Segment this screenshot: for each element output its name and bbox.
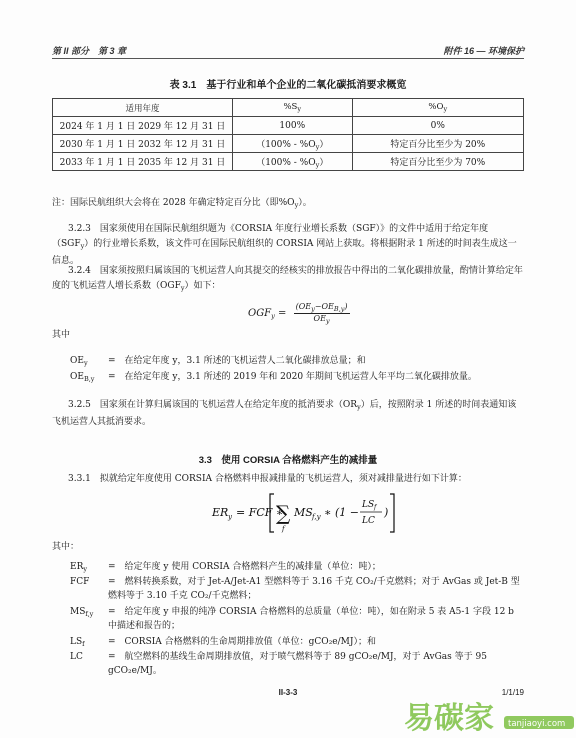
definition-ls: $LS_f$ = CORSIA 合格燃料的生命周期排放值（单位：gCO₂e/MJ）；和: [70, 637, 376, 648]
formula-lc: LC: [362, 516, 375, 526]
table-cell: $(100\% - \%O_y)$: [232, 153, 352, 171]
sum-sign: ∑: [276, 501, 291, 525]
table-cell: 特定百分比至少为 20%: [352, 135, 523, 153]
formula-ls-sub: f: [374, 504, 377, 511]
definition-fcf: FCF = 燃料转换系数，对于 Jet-A/Jet-A1 型燃料等于 3.16 千克 CO₂/千克燃料；对于 AvGas 或 Jet-B 型燃料等于 3.10 千克 CO₂/千克燃料；: [70, 577, 520, 601]
formula-ms: MS: [294, 506, 313, 519]
table-cell: $(100\% - \%O_y)$: [232, 135, 352, 153]
formula-mid: ∗ (1 −: [324, 506, 359, 519]
table-caption: 表 3.1 基于行业和单个企业的二氧化碳抵消要求概览: [169, 80, 407, 91]
header-part-chapter: 第 II 部分 第 3 章: [52, 46, 127, 56]
where-label-1: 其中: [52, 330, 71, 340]
table-cell: 0%: [352, 117, 523, 135]
formula-ls: LS: [362, 500, 375, 510]
table-row: [53, 117, 524, 135]
watermark-logo: [400, 694, 576, 738]
table-cell: 2030 年 1 月 1 日 2032 年 12 月 31 日: [53, 135, 233, 153]
paragraph-3-2-3: 3.2.3 国家须使用在国际民航组织题为《CORSIA 年度行业增长系数（SGF）》的文件中适用于给定年度$(SGF_y)$的行业增长系数，该文件可在国际民航组织的 CORSIA 网站上获取。将根据附录 1 所述的时间表生成这一信息。: [52, 224, 517, 266]
definition-oe: $OE_y$ = 在给定年度 y，3.1 所述的飞机运营人二氧化碳排放总量；和: [70, 356, 366, 367]
where-label-2: 其中：: [52, 542, 80, 552]
table-header-row: [53, 99, 524, 117]
right-bracket: [390, 494, 394, 532]
definition-er: $ER_y$ = 给定年度 y 使用 CORSIA 合格燃料产生的减排量（单位：吨）；: [70, 562, 381, 573]
table-row: [53, 135, 524, 153]
running-header: [52, 44, 524, 58]
formula-er: ER: [212, 506, 229, 519]
amendment-date: 1/1/19: [501, 688, 524, 697]
paragraph-3-3-1: 3.3.1 拟就给定年度使用 CORSIA 合格燃料申报减排量的飞机运营人，须对减排量进行如下计算：: [68, 474, 467, 484]
formula-ms-sub: f,y: [312, 513, 321, 521]
table-row: [53, 153, 524, 171]
table-note: 注：国际民航组织大会将在 2028 年确定特定百分比（即$\%O_y$）。: [52, 198, 312, 209]
table-header-cell: $\%S_y$: [232, 99, 352, 117]
formula-eq-fcf: = FCF ∗: [236, 506, 284, 519]
emissions-reduction-formula: [0, 488, 576, 536]
table-cell: 特定百分比至少为 70%: [352, 153, 523, 171]
definition-lc: LC = 航空燃料的基线生命周期排放值，对于喷气燃料等于 89 gCO₂e/MJ，对于 AvGas 等于 95 gCO₂e/MJ。: [70, 652, 487, 676]
paragraph-3-2-5: 3.2.5 国家须在计算归属该国的飞机运营人在给定年度的抵消要求$(OR_y)$后，按照附录 1 所述的时间表通知该飞机运营人其抵消要求。: [52, 400, 517, 427]
sum-index: f: [282, 525, 285, 533]
table-header-cell: 适用年度: [53, 99, 233, 117]
ogf-formula: $OGF_y$ = $\frac{(OE_y-OE_{B,y})}{OE_y}$: [248, 302, 348, 325]
header-annex-title: 附件 16 — 环境保护: [443, 46, 524, 56]
table-header-cell: $\%O_y$: [352, 99, 523, 117]
formula-er-sub: y: [228, 513, 232, 521]
table-cell: 2033 年 1 月 1 日 2035 年 12 月 31 日: [53, 153, 233, 171]
paragraph-3-2-4: 3.2.4 国家须按照归属该国的飞机运营人向其提交的经核实的排放报告中得出的二氧化碳排放量，酌情计算给定年度的飞机运营人增长系数$(OGF_y)$如下：: [52, 266, 523, 292]
offset-requirements-table: [52, 98, 524, 171]
page-number: II-3-3: [278, 688, 298, 697]
section-heading-3-3: 3.3 使用 CORSIA 合格燃料产生的减排量: [198, 455, 378, 466]
table-cell: 2024 年 1 月 1 日 2029 年 12 月 31 日: [53, 117, 233, 135]
header-rule: [52, 58, 524, 59]
watermark-domain: tanjiaoyi.com: [508, 719, 566, 729]
table-cell: 100%: [232, 117, 352, 135]
formula-end: ): [384, 506, 389, 519]
definition-ms: $MS_{f,y}$ = 给定年度 y 申报的纯净 CORSIA 合格燃料的总质量（单位：吨），如在附录 5 表 A5-1 字段 12 b 中描述和报告的；: [70, 607, 514, 631]
watermark-text: 易碳家: [404, 701, 494, 736]
definition-oe-b: $OE_{B,y}$ = 在给定年度 y，3.1 所述的 2019 年和 2020 年期间飞机运营人年平均二氧化碳排放量。: [70, 372, 477, 383]
